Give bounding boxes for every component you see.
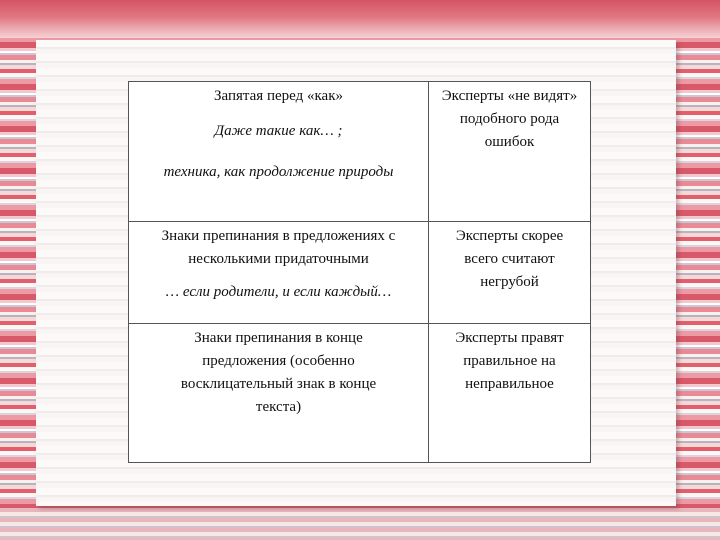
table-cell-rule: [129, 222, 429, 324]
rule-title: Знаки препинания в предложениях с несколькими придаточными: [161, 228, 396, 267]
table-cell-rule: [129, 324, 429, 463]
table-row: [129, 82, 591, 222]
table-cell-expert-note: [429, 222, 591, 324]
table-row: [129, 222, 591, 324]
rule-example: … если родители, и если каждый…: [165, 284, 392, 300]
content-table: [128, 81, 591, 463]
expert-note: Эксперты «не видят» подобного рода ошибок: [441, 88, 578, 150]
decorative-top-band: [0, 0, 720, 38]
decorative-bottom-band: [0, 508, 720, 540]
table-cell-expert-note: [429, 82, 591, 222]
expert-note: Эксперты правят правильное на неправильное: [455, 330, 564, 392]
rule-example: Даже такие как… ;: [214, 123, 343, 139]
rule-title: Знаки препинания в конце предложения (особенно восклицательный знак в конце текста): [180, 330, 377, 415]
expert-note: Эксперты скорее всего считают негрубой: [455, 228, 564, 290]
table-cell-rule: [129, 82, 429, 222]
rule-example: техника, как продолжение природы: [163, 164, 394, 180]
table-cell-expert-note: [429, 324, 591, 463]
table-row: [129, 324, 591, 463]
rule-title: Запятая перед «как»: [214, 88, 343, 104]
